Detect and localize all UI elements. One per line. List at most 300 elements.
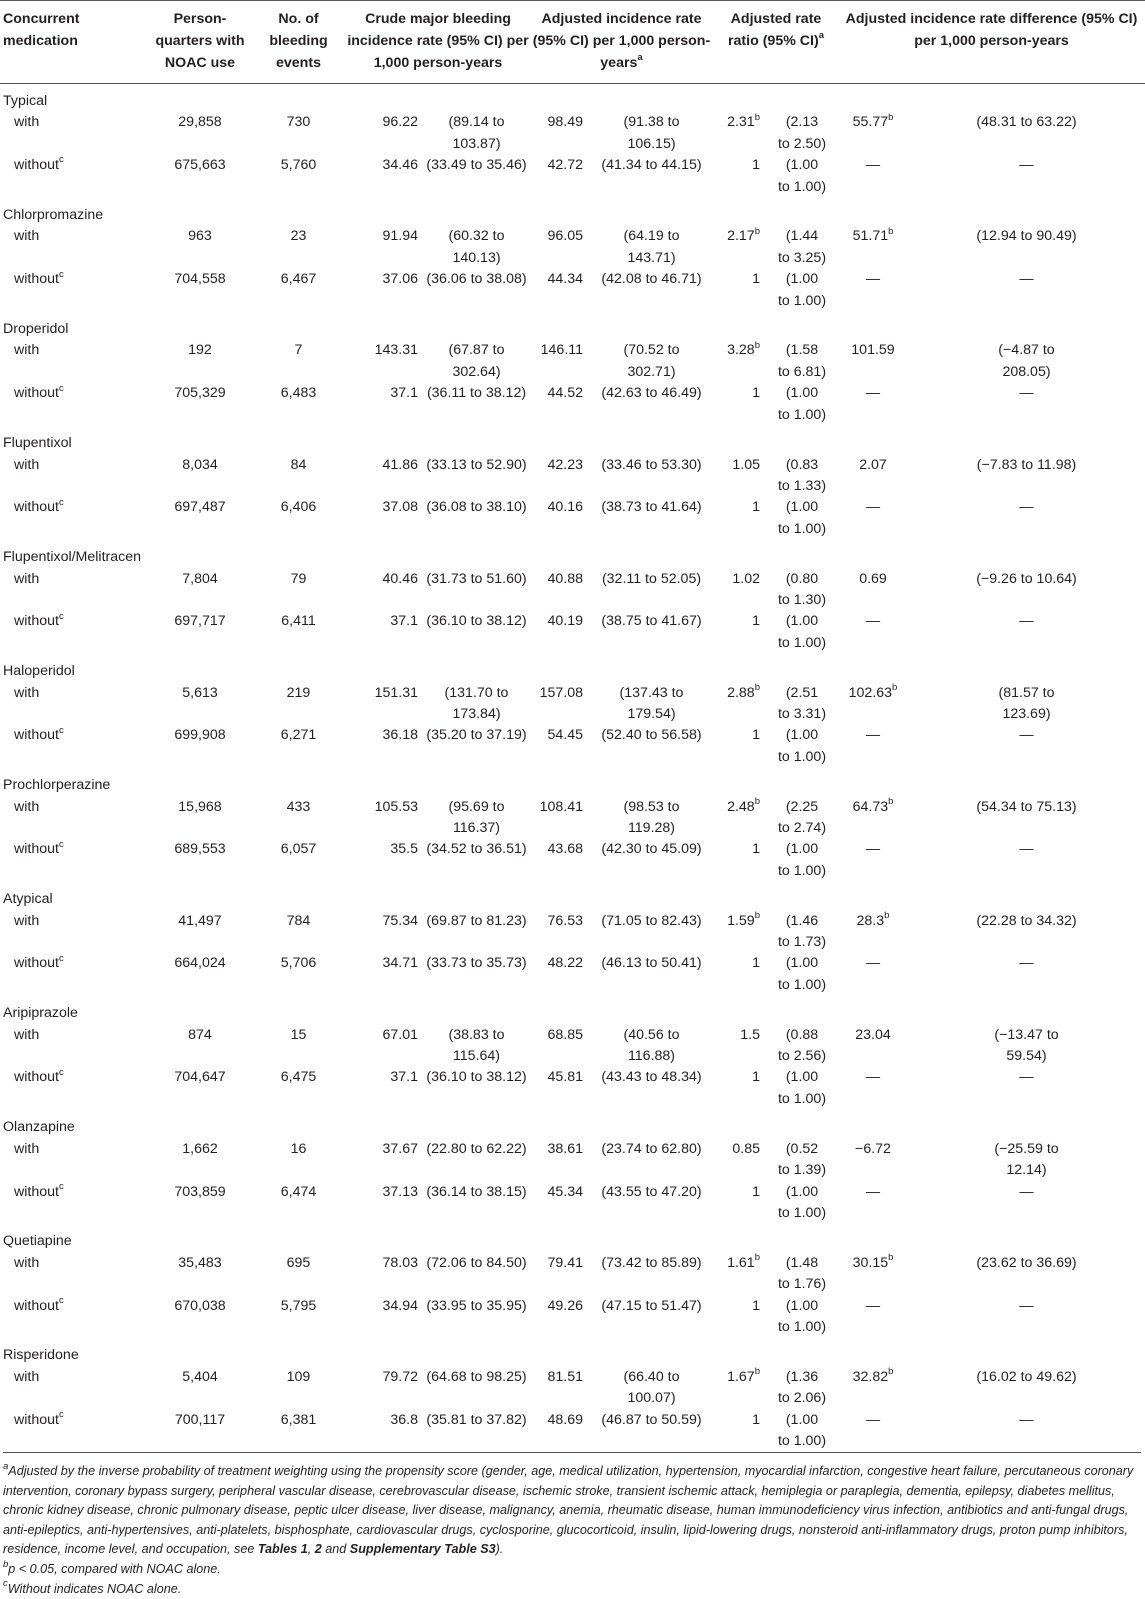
cell-person-quarters: 874	[188, 1026, 212, 1043]
cell-crude-ci	[424, 497, 529, 540]
cell-adjusted-ci	[589, 340, 714, 383]
cell-line: to 1.00)	[777, 178, 827, 195]
table-row	[0, 839, 1145, 882]
cell-rate-difference-ci	[908, 569, 1145, 612]
footnote-marker: a	[818, 30, 824, 42]
cell-adjusted-rate: 44.34	[547, 271, 583, 288]
cell-line: 12.14)	[1006, 1162, 1047, 1179]
rate-difference-value: —	[865, 385, 881, 402]
cell-line: to 1.00)	[777, 1432, 827, 1449]
cell-person-quarters: 697,487	[174, 499, 226, 516]
cell-rate-difference	[838, 1253, 908, 1296]
cell-line: (31.73 to 51.60)	[426, 570, 527, 587]
cell-crude-rate: 91.94	[382, 228, 418, 245]
rate-ratio-value: 1	[752, 1297, 760, 1314]
table-row	[0, 497, 1145, 540]
table-row	[0, 340, 1145, 383]
spacer-row	[0, 768, 1145, 775]
cell-rate-difference	[838, 569, 908, 612]
rate-ratio-value: 1	[752, 727, 760, 744]
footnote-sep: ).	[495, 1542, 504, 1557]
rate-ratio-value: 1.02	[732, 570, 760, 587]
header-rate-difference: Adjusted incidence rate difference (95% CI) per 1,000 person-years	[838, 1, 1145, 84]
cell-line: 116.37)	[452, 820, 501, 836]
cell-line: 119.28)	[627, 820, 676, 836]
cell-person-quarters: 704,558	[174, 271, 226, 288]
cell-events: 23	[290, 228, 307, 245]
cell-crude-rate: 67.01	[382, 1026, 418, 1043]
cell-crude-ci	[424, 1182, 529, 1225]
cell-adjusted-ci	[589, 497, 714, 540]
cell-label	[0, 1253, 150, 1296]
header-adjusted-rate-text: Adjusted incidence rate (95% CI) per 1,000 person-years	[532, 11, 711, 71]
rate-difference-value: —	[865, 613, 881, 630]
cell-person-quarters: 41,497	[178, 912, 222, 929]
footnote-marker: b	[754, 1251, 760, 1263]
cell-rate-difference-ci	[908, 340, 1145, 383]
cell-rate-difference-ci	[908, 911, 1145, 954]
rate-difference-value: —	[865, 499, 881, 516]
cell-label	[0, 1025, 150, 1068]
cell-rate-ratio	[714, 683, 766, 726]
footnote-c	[3, 1580, 1141, 1599]
table-row	[0, 725, 1145, 768]
footnote-marker: b	[754, 681, 760, 693]
cell-line: (33.46 to 53.30)	[601, 456, 702, 473]
cell-rate-difference-ci	[908, 1025, 1145, 1068]
cell-line: (70.52 to	[623, 342, 680, 359]
cell-rate-difference-ci	[908, 683, 1145, 726]
cell-adjusted-ci	[589, 155, 714, 198]
group-row	[0, 889, 1145, 910]
cell-line: (1.00	[785, 271, 819, 288]
cell-line: (12.94 to 90.49)	[976, 228, 1077, 245]
row-label: with	[14, 570, 40, 587]
cell-rate-difference	[838, 1410, 908, 1453]
cell-rate-difference-ci	[908, 455, 1145, 498]
cell-events: 6,057	[280, 841, 317, 858]
cell-crude-rate: 37.1	[390, 613, 418, 630]
cell-line: to 2.74)	[777, 820, 827, 836]
cell-rate-ratio-ci	[766, 1067, 838, 1110]
rate-ratio-value: 1	[752, 157, 760, 174]
cell-person-quarters: 15,968	[178, 798, 222, 815]
cell-line: (0.52	[785, 1140, 819, 1157]
cell-rate-ratio-ci	[766, 1410, 838, 1453]
row-label: with	[14, 684, 40, 701]
header-crude-rate: Crude major bleeding incidence rate (95% CI) per 1,000 person-years	[347, 1, 529, 84]
cell-adjusted-ci	[589, 611, 714, 654]
rate-ratio-value: 1.67	[727, 1368, 755, 1385]
cell-rate-difference	[838, 269, 908, 312]
cell-adjusted-ci	[589, 269, 714, 312]
spacer-row	[0, 84, 1145, 92]
cell-line: 302.64)	[452, 363, 501, 380]
cell-line: (60.32 to	[448, 228, 505, 245]
cell-person-quarters: 670,038	[174, 1297, 226, 1314]
group-row	[0, 661, 1145, 682]
row-label: without	[14, 1411, 59, 1428]
cell-line: (35.20 to 37.19)	[426, 727, 527, 744]
cell-adjusted-rate: 76.53	[547, 912, 583, 929]
rate-ratio-value: 1	[752, 1069, 760, 1086]
row-label: without	[14, 385, 59, 402]
cell-crude-rate: 37.1	[390, 385, 418, 402]
cell-rate-ratio	[714, 725, 766, 768]
cell-person-quarters: 35,483	[178, 1254, 222, 1271]
cell-line: to 1.00)	[777, 520, 827, 537]
cell-rate-ratio	[714, 839, 766, 882]
cell-rate-ratio-ci	[766, 683, 838, 726]
cell-line: (16.02 to 49.62)	[976, 1368, 1077, 1385]
rate-difference-value: —	[865, 1297, 881, 1314]
cell-line: (91.38 to	[623, 114, 680, 131]
cell-line: (73.42 to 85.89)	[601, 1254, 702, 1271]
cell-rate-difference	[838, 1296, 908, 1339]
row-label: with	[14, 912, 40, 929]
cell-adjusted-rate: 40.88	[547, 570, 583, 587]
footnote-marker: b	[754, 1366, 760, 1378]
cell-label	[0, 911, 150, 954]
footnote-marker: c	[58, 610, 64, 622]
cell-events: 219	[286, 684, 311, 701]
cell-rate-ratio	[714, 155, 766, 198]
cell-line: (1.00	[785, 1183, 819, 1200]
cell-adjusted-ci	[589, 683, 714, 726]
footnote-marker: a	[3, 1460, 9, 1472]
cell-line: (1.00	[785, 385, 819, 402]
row-label: with	[14, 342, 40, 359]
cell-line: —	[1019, 727, 1034, 744]
cell-line: (2.13	[785, 114, 819, 131]
cell-crude-ci	[424, 1139, 529, 1182]
footnote-marker: b	[888, 795, 894, 807]
rate-difference-value: —	[865, 1069, 881, 1086]
rate-ratio-value: 1.59	[727, 912, 755, 929]
cell-adjusted-ci	[589, 797, 714, 840]
cell-events: 6,381	[280, 1411, 317, 1428]
cell-line: —	[1019, 841, 1034, 858]
cell-rate-difference-ci	[908, 1253, 1145, 1296]
cell-label	[0, 455, 150, 498]
table-row	[0, 1253, 1145, 1296]
cell-rate-difference	[838, 340, 908, 383]
rate-ratio-value: 1	[752, 385, 760, 402]
cell-line: (41.34 to 44.15)	[601, 157, 702, 174]
cell-rate-ratio-ci	[766, 611, 838, 654]
group-name: Prochlorperazine	[3, 777, 111, 794]
cell-label	[0, 839, 150, 882]
rate-ratio-value: 1	[752, 1183, 760, 1200]
cell-line: (1.00	[785, 157, 819, 174]
cell-rate-difference-ci	[908, 797, 1145, 840]
footnote-ref: Tables 1	[257, 1542, 308, 1557]
cell-rate-difference	[838, 725, 908, 768]
cell-rate-difference-ci	[908, 226, 1145, 269]
cell-line: (42.63 to 46.49)	[601, 385, 702, 402]
footnote-marker: b	[754, 339, 760, 351]
footnote-marker: c	[58, 382, 64, 394]
spacer-cell	[0, 540, 1145, 547]
cell-line: to 1.00)	[777, 1204, 827, 1221]
footnote-marker: c	[58, 1408, 64, 1420]
row-label: without	[14, 1069, 59, 1086]
cell-line: (1.58	[785, 342, 819, 359]
cell-rate-ratio	[714, 953, 766, 996]
header-bleeding-events: No. of bleeding events	[250, 1, 347, 84]
spacer-cell	[0, 1110, 1145, 1117]
cell-rate-difference-ci	[908, 155, 1145, 198]
cell-line: (38.73 to 41.64)	[601, 499, 702, 516]
cell-events: 5,706	[280, 955, 317, 972]
cell-label	[0, 1067, 150, 1110]
cell-crude-rate: 36.18	[382, 727, 418, 744]
cell-person-quarters: 7,804	[182, 570, 218, 587]
cell-line: (47.15 to 51.47)	[601, 1297, 702, 1314]
cell-line: to 2.50)	[777, 135, 827, 152]
group-name: Droperidol	[3, 321, 69, 338]
cell-person-quarters: 5,613	[182, 684, 218, 701]
cell-adjusted-rate: 49.26	[547, 1297, 583, 1314]
cell-crude-rate: 37.1	[390, 1069, 418, 1086]
cell-line: (1.00	[785, 499, 819, 516]
rate-ratio-value: 2.17	[727, 228, 755, 245]
cell-adjusted-ci	[589, 1139, 714, 1182]
cell-line: (89.14 to	[448, 114, 505, 131]
cell-adjusted-rate: 40.19	[547, 613, 583, 630]
cell-adjusted-ci	[589, 1253, 714, 1296]
cell-rate-difference	[838, 112, 908, 155]
cell-line: (2.25	[785, 798, 819, 815]
table-row	[0, 953, 1145, 996]
cell-line: (23.74 to 62.80)	[601, 1140, 702, 1157]
spacer-cell	[0, 882, 1145, 889]
cell-line: (35.81 to 37.82)	[426, 1411, 527, 1428]
cell-line: (1.46	[785, 912, 819, 929]
rate-ratio-value: 1.05	[732, 456, 760, 473]
cell-label	[0, 269, 150, 312]
group-row	[0, 547, 1145, 568]
cell-line: (33.49 to 35.46)	[426, 157, 527, 174]
footnote-marker: c	[58, 1180, 64, 1192]
footnote-marker: c	[58, 154, 64, 166]
cell-events: 15	[290, 1026, 307, 1043]
cell-adjusted-rate: 81.51	[547, 1368, 583, 1385]
cell-crude-ci	[424, 226, 529, 269]
row-label: without	[14, 499, 59, 516]
cell-crude-rate: 37.67	[382, 1140, 418, 1157]
cell-rate-difference-ci	[908, 497, 1145, 540]
table-row	[0, 112, 1145, 155]
rate-difference-value: 55.77	[852, 114, 889, 131]
cell-line: —	[1019, 157, 1034, 174]
cell-line: (36.11 to 38.12)	[426, 385, 527, 402]
cell-rate-ratio	[714, 1025, 766, 1068]
cell-rate-ratio	[714, 226, 766, 269]
cell-crude-rate: 143.31	[374, 342, 418, 359]
cell-line: 115.64)	[452, 1048, 501, 1065]
cell-label	[0, 725, 150, 768]
footnote-marker: b	[3, 1558, 9, 1570]
row-label: without	[14, 1183, 59, 1200]
cell-rate-ratio-ci	[766, 1025, 838, 1068]
cell-label	[0, 112, 150, 155]
rate-difference-value: 28.3	[856, 912, 885, 929]
cell-label	[0, 953, 150, 996]
cell-line: (1.00	[785, 613, 819, 630]
cell-line: (1.00	[785, 841, 819, 858]
cell-person-quarters: 5,404	[182, 1368, 218, 1385]
cell-line: (137.43 to	[619, 684, 684, 701]
cell-rate-ratio-ci	[766, 953, 838, 996]
cell-line: —	[1019, 1069, 1034, 1086]
cell-events: 6,271	[280, 727, 317, 744]
cell-line: (43.55 to 47.20)	[601, 1183, 702, 1200]
table-row	[0, 455, 1145, 498]
cell-adjusted-rate: 42.23	[547, 456, 583, 473]
cell-rate-difference	[838, 383, 908, 426]
cell-crude-rate: 34.71	[382, 955, 418, 972]
cell-line: (36.14 to 38.15)	[426, 1183, 527, 1200]
row-label: without	[14, 841, 59, 858]
cell-crude-ci	[424, 911, 529, 954]
cell-rate-ratio	[714, 340, 766, 383]
cell-line: —	[1019, 385, 1034, 402]
footnote-marker: c	[58, 1294, 64, 1306]
table-row	[0, 1139, 1145, 1182]
cell-adjusted-rate: 43.68	[547, 841, 583, 858]
cell-rate-difference	[838, 1182, 908, 1225]
cell-adjusted-ci	[589, 725, 714, 768]
table-row	[0, 155, 1145, 198]
cell-events: 5,795	[280, 1297, 317, 1314]
cell-rate-ratio-ci	[766, 1253, 838, 1296]
rate-difference-value: 2.07	[859, 456, 887, 473]
cell-rate-difference-ci	[908, 953, 1145, 996]
spacer-row	[0, 312, 1145, 319]
cell-rate-ratio-ci	[766, 797, 838, 840]
cell-rate-ratio-ci	[766, 569, 838, 612]
table-row	[0, 269, 1145, 312]
header-rate-ratio	[714, 1, 838, 84]
cell-rate-ratio	[714, 911, 766, 954]
group-row	[0, 91, 1145, 112]
cell-line: (36.08 to 38.10)	[426, 499, 527, 516]
group-row	[0, 1231, 1145, 1252]
cell-person-quarters: 8,034	[182, 456, 218, 473]
rate-difference-value: —	[865, 727, 881, 744]
footnote-sep: ,	[307, 1542, 315, 1557]
spacer-cell	[0, 198, 1145, 205]
cell-line: (33.95 to 35.95)	[426, 1297, 527, 1314]
cell-adjusted-ci	[589, 839, 714, 882]
cell-line: (38.83 to	[448, 1026, 505, 1043]
cell-rate-difference	[838, 683, 908, 726]
cell-rate-difference	[838, 1367, 908, 1410]
rate-difference-value: —	[865, 1411, 881, 1428]
cell-rate-ratio-ci	[766, 340, 838, 383]
cell-line: to 3.31)	[777, 705, 827, 722]
row-label: with	[14, 1368, 40, 1385]
cell-rate-ratio-ci	[766, 497, 838, 540]
cell-line: (95.69 to	[448, 798, 505, 815]
group-name: Haloperidol	[3, 663, 75, 680]
cell-label	[0, 683, 150, 726]
cell-rate-difference-ci	[908, 1182, 1145, 1225]
footnote-marker: b	[892, 681, 898, 693]
row-label: without	[14, 157, 59, 174]
rate-ratio-value: 0.85	[732, 1140, 760, 1157]
cell-rate-difference	[838, 797, 908, 840]
cell-rate-difference	[838, 455, 908, 498]
cell-rate-difference-ci	[908, 1296, 1145, 1339]
rate-difference-value: 51.71	[852, 228, 889, 245]
cell-line: to 1.00)	[777, 1318, 827, 1335]
cell-crude-ci	[424, 112, 529, 155]
cell-line: (66.40 to	[623, 1368, 680, 1385]
cell-adjusted-rate: 44.52	[547, 385, 583, 402]
cell-crude-ci	[424, 953, 529, 996]
cell-line: (69.87 to 81.23)	[426, 912, 527, 929]
cell-rate-difference	[838, 1025, 908, 1068]
cell-rate-ratio	[714, 611, 766, 654]
cell-line: (1.00	[785, 1297, 819, 1314]
cell-events: 784	[286, 912, 311, 929]
table-row	[0, 226, 1145, 269]
cell-line: to 1.00)	[777, 976, 827, 993]
cell-person-quarters: 192	[188, 342, 212, 359]
cell-rate-ratio	[714, 269, 766, 312]
footnote-marker: b	[888, 1251, 894, 1263]
cell-line: to 2.56)	[777, 1048, 827, 1065]
cell-line: 123.69)	[1002, 705, 1051, 722]
footnote-marker: c	[58, 838, 64, 850]
group-name: Aripiprazole	[3, 1005, 78, 1022]
cell-rate-ratio-ci	[766, 269, 838, 312]
footnote-marker: b	[888, 111, 894, 123]
cell-line: (1.48	[785, 1254, 819, 1271]
cell-adjusted-ci	[589, 455, 714, 498]
cell-line: (81.57 to	[998, 684, 1055, 701]
table-row	[0, 569, 1145, 612]
cell-label	[0, 569, 150, 612]
cell-rate-ratio	[714, 383, 766, 426]
cell-adjusted-rate: 38.61	[547, 1140, 583, 1157]
footnote-b	[3, 1560, 1141, 1580]
spacer-cell	[0, 654, 1145, 661]
cell-line: to 1.00)	[777, 748, 827, 765]
cell-person-quarters: 703,859	[174, 1183, 226, 1200]
cell-adjusted-rate: 54.45	[547, 727, 583, 744]
spacer-cell	[0, 84, 1145, 92]
cell-line: (33.73 to 35.73)	[426, 955, 527, 972]
cell-rate-difference	[838, 497, 908, 540]
cell-events: 695	[286, 1254, 311, 1271]
spacer-cell	[0, 996, 1145, 1003]
cell-line: (72.06 to 84.50)	[426, 1254, 527, 1271]
cell-line: (42.08 to 46.71)	[601, 271, 702, 288]
cell-crude-ci	[424, 1367, 529, 1410]
cell-person-quarters: 689,553	[174, 841, 226, 858]
cell-line: 302.71)	[627, 363, 676, 380]
table-row	[0, 797, 1145, 840]
cell-events: 6,467	[280, 271, 317, 288]
row-label: without	[14, 613, 59, 630]
cell-line: (46.87 to 50.59)	[601, 1411, 702, 1428]
rate-ratio-value: 1	[752, 271, 760, 288]
group-row	[0, 1117, 1145, 1138]
rate-difference-value: 30.15	[852, 1254, 889, 1271]
